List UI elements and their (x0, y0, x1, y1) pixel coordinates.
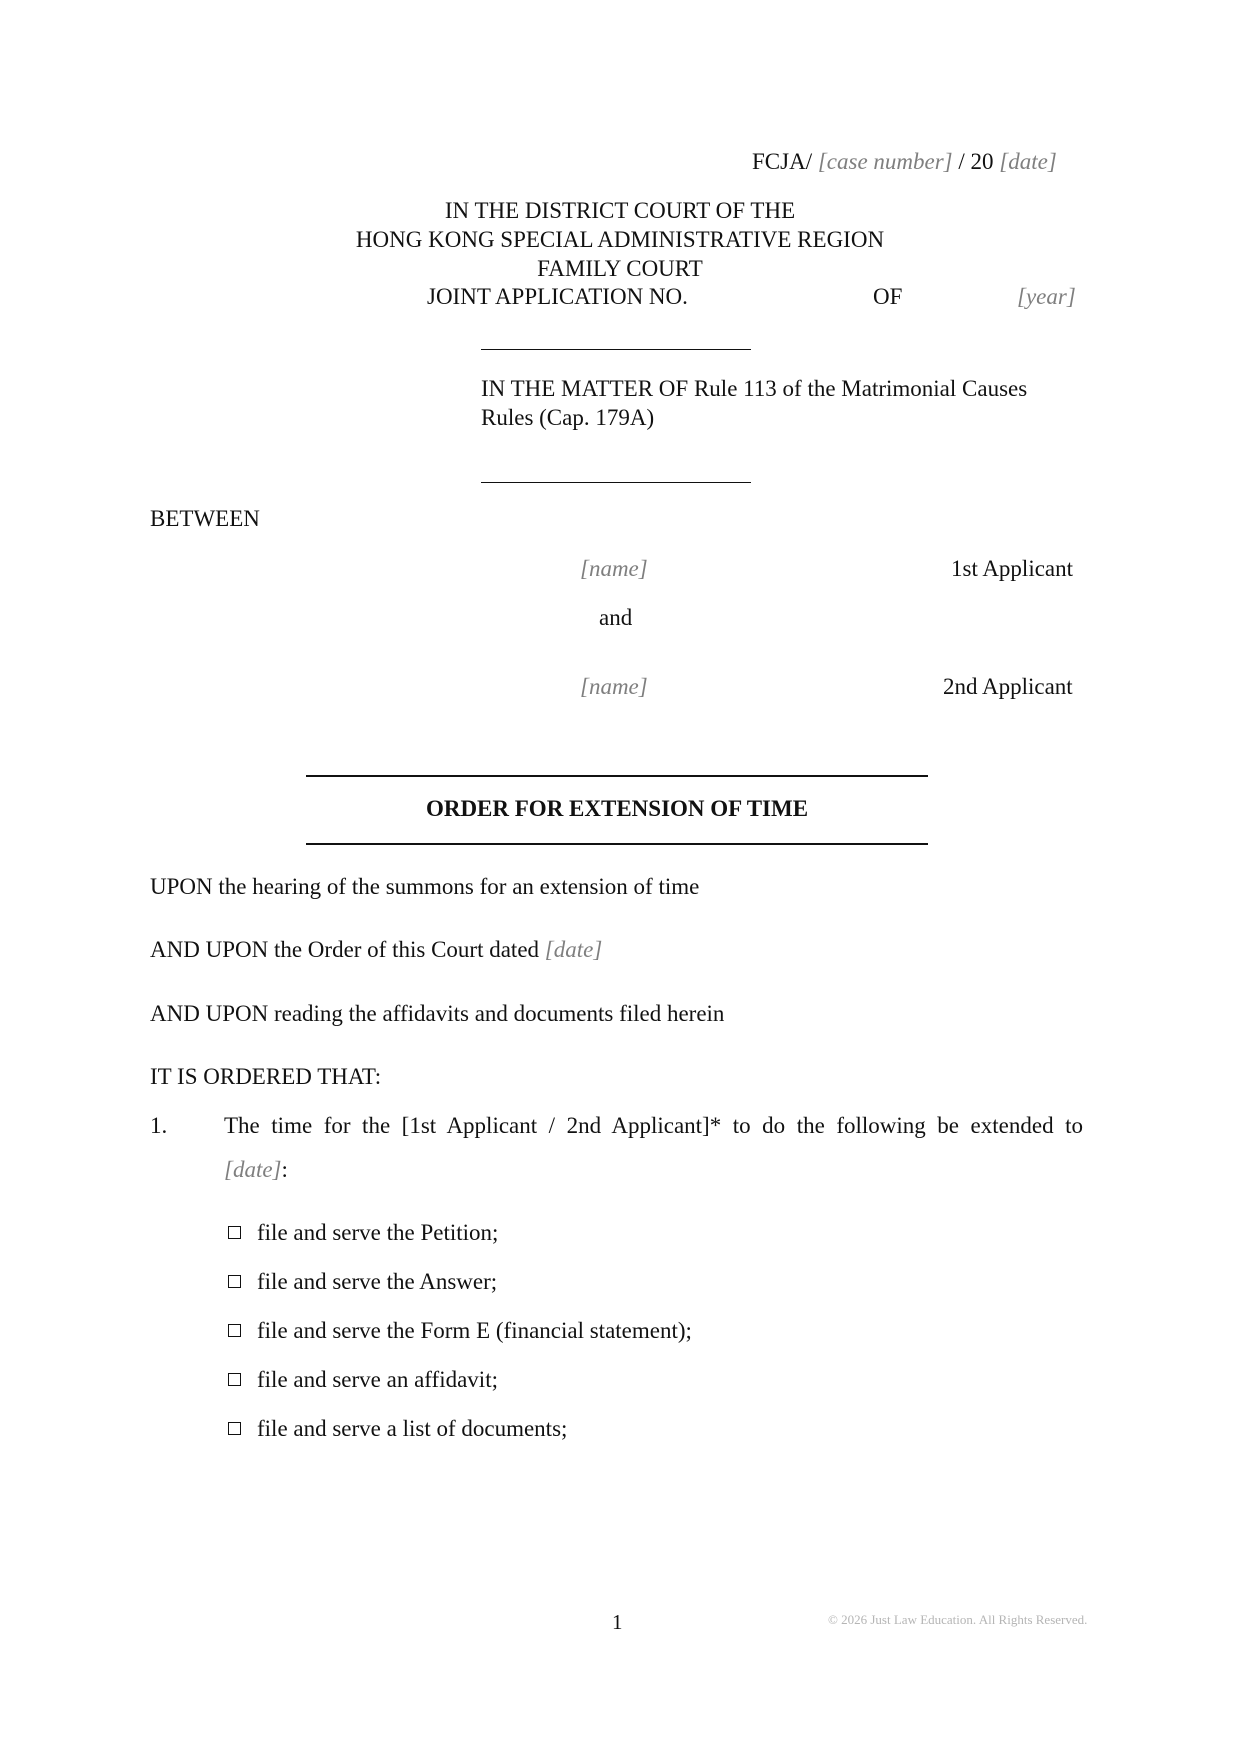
extension-date-placeholder[interactable]: [date] (224, 1157, 282, 1182)
option-label: file and serve a list of documents; (257, 1416, 568, 1441)
option-label: file and serve the Answer; (257, 1269, 498, 1294)
option-list-of-documents[interactable] (228, 1415, 567, 1444)
divider-line (481, 482, 751, 483)
party2-name-placeholder[interactable]: [name] (580, 674, 648, 699)
option-label: file and serve the Form E (financial statement); (257, 1318, 692, 1343)
title-bottom-rule (306, 843, 928, 845)
application-number-label: JOINT APPLICATION NO. (427, 284, 688, 309)
between-label: BETWEEN (150, 506, 260, 531)
party1-role: 1st Applicant (951, 556, 1074, 581)
party2-role: 2nd Applicant (943, 674, 1073, 699)
recital-order-text: AND UPON the Order of this Court dated (150, 937, 545, 962)
court-line-1: IN THE DISTRICT COURT OF THE (444, 198, 796, 223)
and-label: and (599, 605, 633, 630)
page-number: 1 (612, 1610, 623, 1634)
clause-number: 1. (150, 1113, 168, 1138)
court-heading (300, 197, 940, 283)
case-year-separator: / 20 (958, 149, 994, 174)
of-label: OF (873, 284, 903, 309)
case-date-placeholder[interactable]: [date] (999, 149, 1057, 174)
court-line-2: HONG KONG SPECIAL ADMINISTRATIVE REGION (355, 226, 885, 252)
recital-order (150, 936, 602, 965)
order-date-placeholder[interactable]: [date] (544, 937, 603, 962)
case-number-placeholder[interactable]: [case number] (817, 149, 953, 174)
divider-line (481, 349, 751, 350)
recital-hearing: UPON the hearing of the summons for an extension of time (150, 874, 700, 899)
option-answer[interactable] (228, 1268, 497, 1297)
checkbox[interactable] (228, 1324, 241, 1337)
checkbox[interactable] (228, 1422, 241, 1435)
copyright-notice: © 2026 Just Law Education. All Rights Reserved. (828, 1612, 1088, 1627)
ordered-heading: IT IS ORDERED THAT: (150, 1064, 382, 1089)
option-label: file and serve an affidavit; (257, 1367, 498, 1392)
case-prefix: FCJA/ (752, 149, 813, 174)
option-affidavit[interactable] (228, 1366, 498, 1395)
checkbox[interactable] (228, 1373, 241, 1386)
title-top-rule (306, 775, 928, 777)
document-title: ORDER FOR EXTENSION OF TIME (425, 796, 809, 821)
party1-name-placeholder[interactable]: [name] (580, 556, 648, 581)
clause-date-line (224, 1156, 288, 1185)
clause-text: The time for the [1st Applicant / 2nd Applicant]* to do the following be extended to (224, 1113, 1083, 1138)
option-form-e[interactable] (228, 1317, 692, 1346)
clause-colon: : (281, 1157, 288, 1182)
checkbox[interactable] (228, 1275, 241, 1288)
case-number-line (752, 148, 1057, 177)
year-placeholder[interactable]: [year] (1017, 284, 1076, 309)
checkbox[interactable] (228, 1226, 241, 1239)
matter-line-2: Rules (Cap. 179A) (481, 405, 655, 430)
recital-affidavits: AND UPON reading the affidavits and documents filed herein (150, 1001, 725, 1026)
option-petition[interactable] (228, 1219, 498, 1248)
option-label: file and serve the Petition; (257, 1220, 499, 1245)
court-line-3: FAMILY COURT (537, 255, 703, 281)
matter-line-1: IN THE MATTER OF Rule 113 of the Matrimonial Causes (481, 376, 1028, 401)
